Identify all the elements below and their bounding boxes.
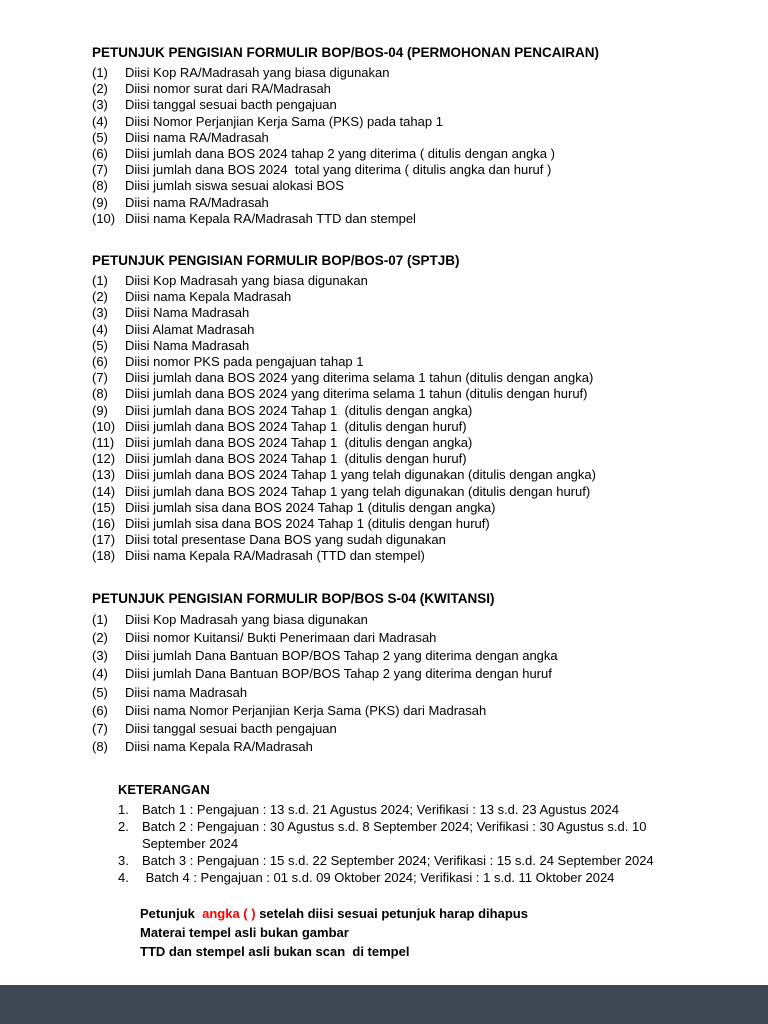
item-text: Diisi tanggal sesuai bacth pengajuan	[125, 720, 337, 736]
item-text: Diisi nama Kepala RA/Madrasah TTD dan stempel	[125, 210, 416, 226]
item-text: Diisi nama Kepala RA/Madrasah (TTD dan stempel)	[125, 548, 425, 564]
notes-section	[140, 904, 698, 961]
instruction-item	[92, 532, 698, 548]
item-text: Diisi jumlah sisa dana BOS 2024 Tahap 1 (ditulis dengan huruf)	[125, 516, 490, 532]
instruction-item	[92, 738, 698, 756]
instruction-item	[92, 178, 698, 194]
item-text: Diisi Kop Madrasah yang biasa digunakan	[125, 611, 368, 627]
instruction-item	[92, 419, 698, 435]
keterangan-title: KETERANGAN	[118, 782, 210, 798]
item-text: Diisi nomor PKS pada pengajuan tahap 1	[125, 354, 364, 370]
instruction-item	[92, 386, 698, 402]
instruction-item	[92, 322, 698, 338]
item-text: Diisi Kop RA/Madrasah yang biasa digunakan	[125, 65, 390, 80]
instruction-list	[92, 273, 698, 565]
item-text: Diisi jumlah dana BOS 2024 Tahap 1 yang telah digunakan (ditulis dengan huruf)	[125, 483, 591, 499]
item-number: (7)	[92, 162, 108, 178]
item-number: (1)	[92, 611, 108, 627]
item-number: 3.	[118, 853, 129, 869]
item-number: (4)	[92, 666, 108, 682]
instruction-section	[92, 591, 698, 757]
item-number: (3)	[92, 305, 108, 321]
item-number: (6)	[92, 146, 108, 162]
item-text: Diisi jumlah dana BOS 2024 Tahap 1 yang telah digunakan (ditulis dengan angka)	[125, 467, 596, 483]
item-text: Diisi jumlah dana BOS 2024 Tahap 1 (ditulis dengan huruf)	[125, 451, 467, 467]
keterangan-list	[118, 801, 698, 886]
note-line-2: Materai tempel asli bukan gambar	[140, 925, 349, 941]
item-text: Diisi jumlah sisa dana BOS 2024 Tahap 1 (ditulis dengan angka)	[125, 499, 496, 515]
item-number: (8)	[92, 178, 108, 194]
instruction-item	[92, 548, 698, 564]
keterangan-item	[118, 801, 698, 818]
item-number: (10)	[92, 418, 116, 434]
item-number: (10)	[92, 210, 116, 226]
keterangan-item	[118, 852, 698, 869]
item-number: (16)	[92, 516, 116, 532]
instruction-section	[92, 253, 698, 565]
item-number: (14)	[92, 483, 116, 499]
item-text: Diisi nomor surat dari RA/Madrasah	[125, 81, 331, 97]
item-text: Diisi jumlah Dana Bantuan BOP/BOS Tahap 2 yang diterima dengan angka	[125, 648, 558, 664]
item-text: Diisi jumlah dana BOS 2024 yang diterima selama 1 tahun (ditulis dengan angka)	[125, 370, 594, 386]
item-number: 2.	[118, 819, 129, 835]
instruction-item	[92, 403, 698, 419]
instruction-item	[92, 720, 698, 738]
item-text: Diisi jumlah dana BOS 2024 yang diterima selama 1 tahun (ditulis dengan huruf)	[125, 386, 588, 402]
viewer-footer-bar	[0, 985, 768, 1024]
item-text: Diisi tanggal sesuai bacth pengajuan	[125, 97, 337, 113]
note-line-1	[140, 904, 698, 923]
instruction-item	[92, 435, 698, 451]
instruction-item	[92, 611, 698, 629]
instruction-item	[92, 146, 698, 162]
instruction-item	[92, 684, 698, 702]
item-text: Diisi nama RA/Madrasah	[125, 129, 269, 145]
item-number: (3)	[92, 648, 108, 664]
instruction-item	[92, 702, 698, 720]
instruction-item	[92, 370, 698, 386]
instruction-item	[92, 338, 698, 354]
instruction-item	[92, 305, 698, 321]
instruction-item	[92, 289, 698, 305]
section-title: PETUNJUK PENGISIAN FORMULIR BOP/BOS-07 (SPTJB)	[92, 253, 460, 269]
item-text: Diisi Kop Madrasah yang biasa digunakan	[125, 273, 368, 289]
instruction-item	[92, 500, 698, 516]
item-number: (7)	[92, 370, 108, 386]
item-number: (6)	[92, 702, 108, 718]
item-number: 4.	[118, 870, 129, 886]
item-number: (5)	[92, 684, 108, 700]
item-text: Diisi Nama Madrasah	[125, 305, 250, 321]
instruction-item	[92, 467, 698, 483]
item-text: Diisi nama Madrasah	[125, 684, 248, 700]
instruction-item	[92, 130, 698, 146]
item-number: (8)	[92, 386, 108, 402]
item-text: Diisi jumlah Dana Bantuan BOP/BOS Tahap 2 yang diterima dengan huruf	[125, 666, 552, 682]
item-number: (18)	[92, 548, 116, 564]
instruction-item	[92, 273, 698, 289]
item-number: (7)	[92, 720, 108, 736]
keterangan-item	[118, 818, 698, 852]
instruction-item	[92, 65, 698, 81]
instruction-item	[92, 629, 698, 647]
item-text: Diisi nama Kepala Madrasah	[125, 289, 292, 305]
item-number: (13)	[92, 467, 116, 483]
instruction-item	[92, 647, 698, 665]
item-number: (8)	[92, 739, 108, 755]
item-text: Diisi jumlah dana BOS 2024 Tahap 1 (ditulis dengan angka)	[125, 402, 473, 418]
item-number: (5)	[92, 129, 108, 145]
item-number: (1)	[92, 273, 108, 289]
item-text: Diisi jumlah dana BOS 2024 total yang diterima ( ditulis angka dan huruf )	[125, 162, 552, 178]
item-text: Diisi nama Kepala RA/Madrasah	[125, 739, 313, 755]
note-line-3: TTD dan stempel asli bukan scan di tempel	[140, 944, 410, 960]
instruction-item	[92, 162, 698, 178]
item-text: Diisi Nomor Perjanjian Kerja Sama (PKS) pada tahap 1	[125, 113, 443, 129]
item-text: Diisi jumlah dana BOS 2024 Tahap 1 (ditulis dengan angka)	[125, 435, 473, 451]
item-number: (1)	[92, 65, 108, 80]
item-text: Diisi nama Nomor Perjanjian Kerja Sama (PKS) dari Madrasah	[125, 702, 487, 718]
instruction-sections	[92, 45, 698, 756]
instruction-item	[92, 81, 698, 97]
note-1-suffix: setelah diisi sesuai petunjuk harap dihapus	[255, 906, 528, 922]
item-text: Batch 2 : Pengajuan : 30 Agustus s.d. 8 September 2024; Verifikasi : 30 Agustus s.d. 10 September 2024	[142, 819, 651, 852]
section-title: PETUNJUK PENGISIAN FORMULIR BOP/BOS S-04 (KWITANSI)	[92, 590, 495, 606]
item-text: Batch 1 : Pengajuan : 13 s.d. 21 Agustus 2024; Verifikasi : 13 s.d. 23 Agustus 2024	[142, 802, 619, 818]
item-number: 1.	[118, 802, 129, 818]
note-1-highlight: angka ( )	[202, 906, 256, 922]
instruction-item	[92, 516, 698, 532]
item-number: (2)	[92, 81, 108, 97]
item-number: (2)	[92, 629, 108, 645]
item-number: (11)	[92, 435, 115, 451]
item-number: (15)	[92, 499, 116, 515]
instruction-item	[92, 211, 698, 227]
instruction-section	[92, 45, 698, 227]
instruction-item	[92, 97, 698, 113]
note-1-prefix: Petunjuk	[140, 906, 203, 922]
item-number: (6)	[92, 354, 108, 370]
item-text: Diisi total presentase Dana BOS yang sudah digunakan	[125, 532, 446, 548]
item-text: Diisi jumlah dana BOS 2024 Tahap 1 (ditulis dengan huruf)	[125, 418, 467, 434]
section-title: PETUNJUK PENGISIAN FORMULIR BOP/BOS-04 (PERMOHONAN PENCAIRAN)	[92, 45, 600, 60]
item-number: (5)	[92, 337, 108, 353]
instruction-item	[92, 665, 698, 683]
instruction-list	[92, 65, 698, 227]
keterangan-section	[118, 782, 698, 886]
item-number: (12)	[92, 451, 116, 467]
item-number: (17)	[92, 532, 116, 548]
instruction-list	[92, 611, 698, 757]
instruction-item	[92, 354, 698, 370]
keterangan-item	[118, 869, 698, 886]
item-number: (3)	[92, 97, 108, 113]
item-number: (4)	[92, 321, 108, 337]
instruction-item	[92, 114, 698, 130]
item-number: (4)	[92, 113, 108, 129]
instruction-item	[92, 195, 698, 211]
instruction-item	[92, 451, 698, 467]
item-number: (9)	[92, 194, 108, 210]
item-text: Diisi Nama Madrasah	[125, 337, 250, 353]
item-text: Diisi nomor Kuitansi/ Bukti Penerimaan dari Madrasah	[125, 629, 437, 645]
item-text: Diisi Alamat Madrasah	[125, 321, 255, 337]
item-number: (2)	[92, 289, 108, 305]
item-text: Batch 4 : Pengajuan : 01 s.d. 09 Oktober 2024; Verifikasi : 1 s.d. 11 Oktober 2024	[142, 870, 615, 886]
instruction-item	[92, 484, 698, 500]
item-number: (9)	[92, 402, 108, 418]
item-text: Diisi nama RA/Madrasah	[125, 194, 269, 210]
item-text: Diisi jumlah dana BOS 2024 tahap 2 yang diterima ( ditulis dengan angka )	[125, 146, 555, 162]
item-text: Batch 3 : Pengajuan : 15 s.d. 22 September 2024; Verifikasi : 15 s.d. 24 September 2024	[142, 853, 654, 869]
item-text: Diisi jumlah siswa sesuai alokasi BOS	[125, 178, 344, 194]
